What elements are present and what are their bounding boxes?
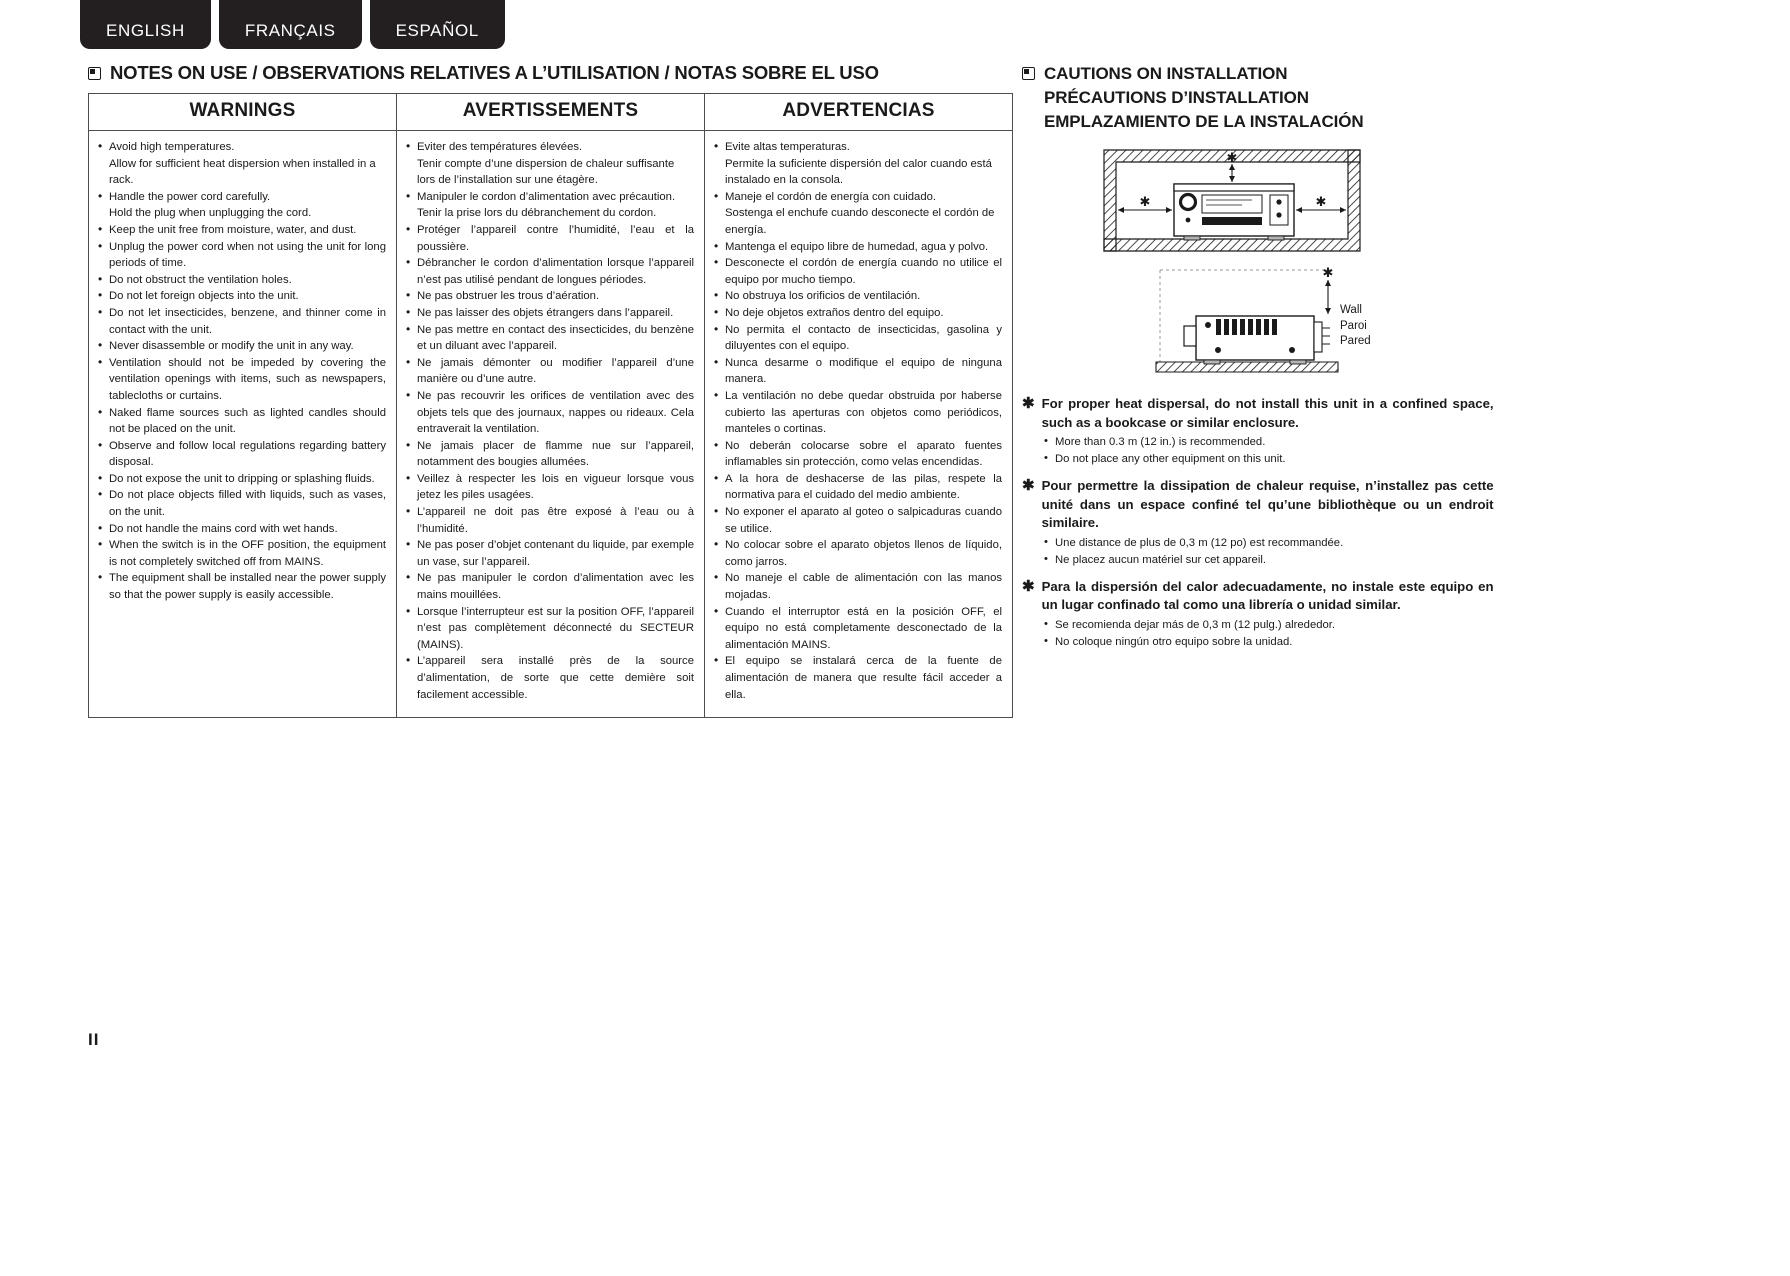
list-item-text: Débrancher le cordon d’alimentation lorsque l’appareil n’est pas utilisé pendant de longues périodes. [417,257,694,286]
list-item [713,255,1002,288]
square-bullet-icon [88,67,101,80]
cautions-heading-line-en: CAUTIONS ON INSTALLATION [1044,64,1288,83]
list-item-text: Ventilation should not be impeded by covering the ventilation openings with items, such as newspapers, tablecloths or curtains. [109,356,386,402]
list-item [713,322,1002,355]
list-item-text: Desconecte el cordón de energía cuando no utilice el equipo por mucho tiempo. [725,257,1002,286]
list-item-text: Naked flame sources such as lighted candles should not be placed on the unit. [109,406,386,436]
list-item [713,471,1002,504]
wall-clearance-svg [1152,266,1342,376]
list-item-text: Manipuler le cordon d’alimentation avec précaution. [417,190,676,203]
list-item-text: No obstruya los orificios de ventilación. [725,290,921,303]
cautions-notes-list [1022,395,1522,651]
notes-on-use-section [88,62,1013,718]
list-item-text: Ne jamais placer de flamme nue sur l’appareil, notamment des bougies allumées. [417,439,694,469]
list-item-text: No exponer el aparato al goteo o salpicaduras cuando se utilice. [725,506,1002,535]
list-item: • Se recomienda dejar más de 0,3 m (12 pulg.) alrededor. [1044,617,1522,634]
list-item-text: Avoid high temperatures. [109,141,235,153]
tab-english[interactable]: ENGLISH [80,0,211,49]
clearance-star-wall: ✱ [1322,266,1334,281]
list-item [713,305,1002,322]
list-item-text: Do not expose the unit to dripping or splashing fluids. [109,472,375,485]
cell-warnings-french [397,131,705,718]
cautions-heading-line-fr: PRÉCAUTIONS D’INSTALLATION [1044,88,1309,107]
list-item: • More than 0.3 m (12 in.) is recommended. [1044,434,1522,451]
list-item [713,239,1002,256]
square-bullet-icon [1022,67,1035,80]
list-item [713,189,1002,239]
list-item [97,570,386,603]
list-item-continuation: Tenir compte d’une dispersion de chaleur suffisante lors de l’installation sur une étagère. [417,157,675,187]
list-item [97,355,386,405]
notes-heading-text: NOTES ON USE / OBSERVATIONS RELATIVES A L’UTILISATION / NOTAS SOBRE EL USO [110,62,879,83]
tab-francais[interactable]: FRANÇAIS [219,0,362,49]
list-item [713,504,1002,537]
list-item-text: No colocar sobre el aparato objetos llenos de líquido, como jarros. [725,539,1002,568]
tab-espanol[interactable]: ESPAÑOL [370,0,505,49]
list-item [405,305,694,322]
installation-diagrams [1022,148,1522,383]
list-item [97,537,386,570]
list-item [97,405,386,438]
list-item [97,521,386,538]
list-item-text: Evite altas temperaturas. [725,141,850,153]
list-item [713,355,1002,388]
list-item-text: Ne jamais démonter ou modifier l’appareil d’une manière ou d’une autre. [417,356,694,386]
list-item-text: Lorsque l’interrupteur est sur la position OFF, l’appareil n’est pas complètement déconnecté du SECTEUR (MAINS). [417,605,694,651]
list-item-text: Cuando el interruptor está en la posición OFF, el equipo no está completamente desconectado de la alimentación MAINS. [725,605,1002,651]
caution-note-bullets [1022,434,1522,468]
wall-label-es: Pared [1340,335,1371,347]
clearance-star-left: ✱ [1139,195,1151,210]
asterisk-icon: ✱ [1022,577,1035,595]
list-item [405,189,694,222]
list-item-text: Do not handle the mains cord with wet hands. [109,522,338,535]
wall-label-group [1340,303,1371,350]
list-item-text: A la hora de deshacerse de las pilas, respete la normativa para el cuidado del medio ambiente. [725,472,1002,502]
list-item-text: Ne pas laisser des objets étrangers dans l’appareil. [417,306,674,319]
wall-label-fr: Paroi [1340,319,1367,332]
list-item-text: Mantenga el equipo libre de humedad, agua y polvo. [725,240,989,253]
list-item [405,504,694,537]
list-item-text: Ne pas obstruer les trous d’aération. [417,290,600,303]
list-item-text: El equipo se instalará cerca de la fuente de alimentación de manera que resulte fácil acceder a ella. [725,655,1002,701]
warning-list-spanish [713,139,1002,703]
list-item: • Une distance de plus de 0,3 m (12 po) est recommandée. [1044,535,1522,552]
cell-warnings-english [89,131,397,718]
cell-warnings-spanish [705,131,1013,718]
asterisk-icon: ✱ [1022,395,1035,412]
list-item-text: Unplug the power cord when not using the unit for long periods of time. [109,240,386,270]
list-item [713,653,1002,703]
warnings-table [88,93,1013,718]
list-item-text: No deberán colocarse sobre el aparato fuentes inflamables sin protección, como velas encendidas. [725,439,1002,469]
list-item [405,604,694,654]
caution-note [1022,477,1522,533]
caution-note [1022,578,1522,615]
page-number: II [88,1030,100,1049]
list-item-text: Maneje el cordón de energía con cuidado. [725,190,937,203]
list-item [405,355,694,388]
list-item [97,487,386,520]
list-item [405,139,694,189]
rack-clearance-svg [1102,148,1362,263]
cautions-heading [1022,62,1522,134]
asterisk-icon: ✱ [1022,477,1035,494]
caution-note-text: Para la dispersión del calor adecuadamente, no instale este equipo en un lugar confinado tal como una librería o unidad similar. [1041,578,1494,612]
list-item [97,288,386,305]
list-item-text: L’appareil ne doit pas être exposé à l’eau ou à l’humidité. [417,506,694,535]
list-item [97,139,386,189]
list-item-text: Do not let insecticides, benzene, and thinner come in contact with the unit. [109,306,386,336]
list-item [405,288,694,305]
list-item-text: Veillez à respecter les lois en vigueur lorsque vous jetez les piles usagées. [417,472,694,502]
list-item [405,222,694,255]
list-item [713,388,1002,438]
list-item [97,222,386,239]
list-item [97,305,386,338]
list-item-continuation: Hold the plug when unplugging the cord. [109,207,312,220]
list-item [713,570,1002,603]
list-item [97,438,386,471]
list-item [405,255,694,288]
list-item-text: Keep the unit free from moisture, water, and dust. [109,223,357,236]
clearance-star-right: ✱ [1315,195,1327,210]
list-item [97,338,386,355]
list-item [713,604,1002,654]
list-item-text: La ventilación no debe quedar obstruida por haberse cubierto las aperturas con objetos como periódicos, manteles o cortinas. [725,389,1002,436]
clearance-star-top: ✱ [1226,151,1238,166]
list-item-text: Ne pas mettre en contact des insecticides, du benzène et un diluant avec l’appareil. [417,323,694,353]
caution-note-bullets [1022,535,1522,569]
list-item-text: No permita el contacto de insecticidas, gasolina y diluyentes con el equipo. [725,323,1002,353]
wall-label-en: Wall [1340,304,1362,316]
list-item-text: Do not let foreign objects into the unit. [109,290,299,303]
warning-list-french [405,139,694,703]
list-item-text: Ne pas poser d’objet contenant du liquide, par exemple un vase, sur l’appareil. [417,539,694,568]
list-item [97,189,386,222]
list-item-text: L’appareil sera installé près de la source d’alimentation, de sorte que cette demière soit facilement accessible. [417,655,694,701]
list-item-continuation: Permite la suficiente dispersión del calor cuando está instalado en la consola. [725,157,992,187]
caution-note-bullets [1022,617,1522,651]
list-item [405,471,694,504]
table-header-row [89,94,1013,131]
list-item [713,537,1002,570]
list-item-text: No maneje el cable de alimentación con las manos mojadas. [725,572,1002,602]
list-item [713,438,1002,471]
list-item-text: Protéger l’appareil contre l’humidité, l’eau et la poussière. [417,223,694,253]
list-item [405,438,694,471]
caution-note-text: Pour permettre la dissipation de chaleur requise, n’installez pas cette unité dans un espace confiné tel qu’une bibliothèque ou un endroit similaire. [1041,478,1494,530]
warning-list-english [97,139,386,604]
notes-heading [88,62,1013,84]
list-item-continuation: Tenir la prise lors du débranchement du cordon. [417,207,657,220]
list-item-text: Handle the power cord carefully. [109,190,271,203]
list-item-continuation: Sostenga el enchufe cuando desconecte el cordón de energía. [725,207,995,236]
list-item-text: Do not obstruct the ventilation holes. [109,273,292,286]
column-header-warnings: WARNINGS [89,94,397,131]
list-item-text: Ne pas manipuler le cordon d’alimentation avec les mains mouillées. [417,572,694,602]
list-item [405,537,694,570]
list-item-text: When the switch is in the OFF position, the equipment is not completely switched off from MAINS. [109,539,386,568]
list-item [405,653,694,703]
language-tabs [80,0,505,49]
column-header-advertencias: ADVERTENCIAS [705,94,1013,131]
list-item: • Do not place any other equipment on this unit. [1044,451,1522,468]
list-item-text: Observe and follow local regulations regarding battery disposal. [109,439,386,469]
caution-note [1022,395,1522,432]
list-item [97,272,386,289]
list-item [97,471,386,488]
list-item-text: Eviter des températures élevées. [417,141,583,153]
list-item-text: Do not place objects filled with liquids, such as vases, on the unit. [109,489,386,519]
cautions-heading-line-es: EMPLAZAMIENTO DE LA INSTALACIÓN [1044,112,1364,131]
list-item-text: Never disassemble or modify the unit in any way. [109,340,354,353]
table-body-row [89,131,1013,718]
list-item-text: Nunca desarme o modifique el equipo de ninguna manera. [725,356,1002,386]
rack-clearance-diagram [1102,148,1362,268]
list-item [713,288,1002,305]
list-item [97,239,386,272]
list-item: • Ne placez aucun matériel sur cet appareil. [1044,552,1522,569]
list-item [405,388,694,438]
list-item-text: Ne pas recouvrir les orifices de ventilation avec des objets tels que des journaux, nappes ou rideaux. Cela entraverait la ventilation. [417,389,694,436]
list-item [713,139,1002,189]
column-header-avertissements: AVERTISSEMENTS [397,94,705,131]
list-item-text: The equipment shall be installed near the power supply so that the power supply is easily accessible. [109,572,386,602]
list-item [405,570,694,603]
caution-note-text: For proper heat dispersal, do not install this unit in a confined space, such as a bookcase or similar enclosure. [1041,396,1494,430]
cautions-on-installation-section [1022,62,1522,660]
list-item [405,322,694,355]
list-item-continuation: Allow for sufficient heat dispersion when installed in a rack. [109,157,376,187]
list-item: • No coloque ningún otro equipo sobre la unidad. [1044,634,1522,651]
wall-clearance-diagram [1152,266,1342,381]
list-item-text: No deje objetos extraños dentro del equipo. [725,306,944,319]
